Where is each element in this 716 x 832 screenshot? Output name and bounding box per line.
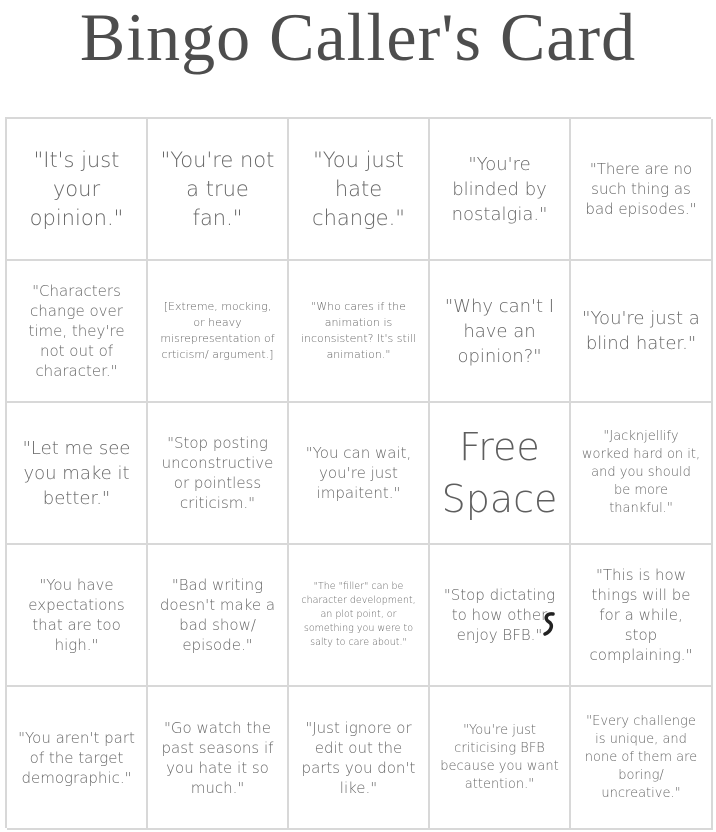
bingo-cell <box>289 545 430 687</box>
bingo-cell <box>430 403 571 545</box>
cell-text: "You can wait, you're just impaitent." <box>305 444 412 502</box>
cell-text: "The "filler" can be character development, an plot point, or something you were to salty to care about." <box>301 581 416 648</box>
bingo-cell <box>7 261 148 403</box>
cell-text: "You're just a blind hater." <box>582 308 700 354</box>
cell-text: "You just hate change." <box>312 147 405 230</box>
bingo-cell <box>430 545 571 687</box>
cell-text: "You have expectations that are too high." <box>28 576 125 654</box>
squiggle-mark-icon <box>541 611 557 637</box>
cell-text: [Extreme, mocking, or heavy misrepresentation of crticism/ argument.] <box>160 300 275 361</box>
bingo-cell <box>7 687 148 830</box>
bingo-cell <box>148 119 289 261</box>
bingo-cell <box>430 687 571 830</box>
bingo-cell <box>289 119 430 261</box>
bingo-cell <box>7 403 148 545</box>
cell-text: "You aren't part of the target demographic." <box>18 728 135 787</box>
card-title: Bingo Caller's Card <box>79 0 637 75</box>
cell-text: "Why can't I have an opinion?" <box>444 295 555 367</box>
bingo-cell <box>571 403 713 545</box>
cell-text: "Let me see you make it better." <box>22 437 131 509</box>
bingo-cell <box>571 545 713 687</box>
bingo-cell <box>430 261 571 403</box>
bingo-cell <box>148 687 289 830</box>
bingo-cell <box>7 545 148 687</box>
free-space: Free Space <box>441 425 558 521</box>
cell-text: "Stop dictating to how other enjoy BFB." <box>443 586 556 644</box>
cell-text: "There are no such thing as bad episodes." <box>585 160 697 218</box>
cell-text: "You're not a true fan." <box>160 147 275 230</box>
bingo-cell <box>430 119 571 261</box>
bingo-cell <box>148 545 289 687</box>
bingo-cell <box>289 687 430 830</box>
cell-text: "This is how things will be for a while, stop complaining." <box>589 566 693 664</box>
cell-text: "Bad writing doesn't make a bad show/ episode." <box>159 576 276 654</box>
cell-text: "Characters change over time, they're not out of character." <box>28 282 125 380</box>
cell-text: "Every challenge is unique, and none of them are boring/ uncreative." <box>584 713 698 801</box>
cell-text: "You're blinded by nostalgia." <box>451 153 548 225</box>
bingo-grid <box>5 117 711 828</box>
cell-text: "It's just your opinion." <box>29 147 124 230</box>
bingo-cell <box>7 119 148 261</box>
bingo-cell <box>148 261 289 403</box>
cell-text: "Who cares if the animation is inconsistent? It's still animation." <box>300 300 417 361</box>
bingo-cell <box>571 261 713 403</box>
cell-text: "Jacknjellify worked hard on it, and you should be more thankful." <box>581 429 701 516</box>
bingo-cell <box>571 687 713 830</box>
cell-text: "Just ignore or edit out the parts you don't like." <box>301 718 416 797</box>
bingo-cell <box>289 403 430 545</box>
cell-text: "Stop posting unconstructive or pointless criticism." <box>161 434 274 512</box>
bingo-cell <box>289 261 430 403</box>
bingo-cell <box>571 119 713 261</box>
cell-text: "Go watch the past seasons if you hate it so much." <box>161 718 274 797</box>
cell-text: "You're just criticising BFB because you want attention." <box>440 722 559 792</box>
bingo-cell <box>148 403 289 545</box>
